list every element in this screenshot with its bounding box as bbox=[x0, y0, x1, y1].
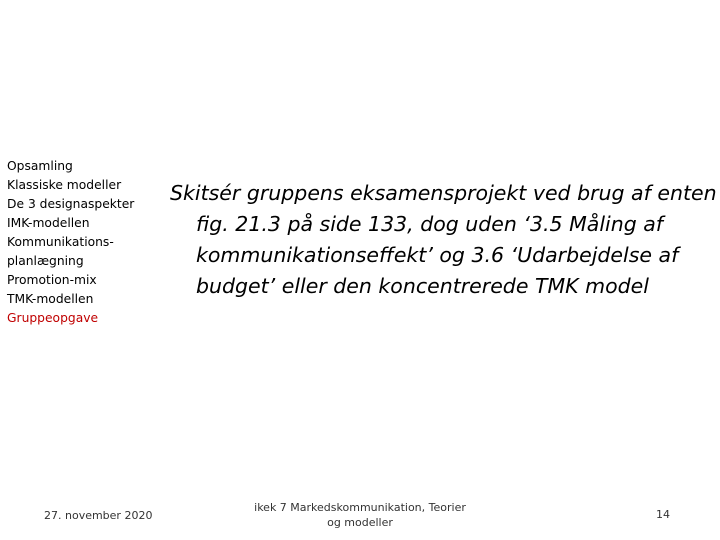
footer-title: ikek 7 Markedskommunikation, Teorier og modeller bbox=[254, 501, 466, 529]
topic-item-opsamling: Opsamling bbox=[7, 159, 73, 173]
topic-item-planlaegning: planlægning bbox=[7, 254, 84, 268]
slide-number: 14 bbox=[656, 508, 670, 521]
topic-item-klassiske-modeller: Klassiske modeller bbox=[7, 178, 122, 192]
topic-item-designaspekter: De 3 designaspekter bbox=[7, 197, 135, 211]
topic-item-promotion-mix: Promotion-mix bbox=[7, 273, 97, 287]
topic-item-imk-modellen: IMK-modellen bbox=[7, 216, 90, 230]
slide-body-text: Skitsér gruppens eksamensprojekt ved brug af enten fig. 21.3 på side 133, dog uden ‘3.5 Måling af kommunikationseffekt’ og 3.6 ‘Udarbejdelse af budget’ eller den koncentrerede TMK model bbox=[170, 181, 717, 298]
topic-item-kommunikations: Kommunikations- bbox=[7, 235, 114, 249]
slide-topic-list bbox=[7, 157, 157, 328]
footer-date: 27. november 2020 bbox=[44, 509, 153, 522]
topic-item-tmk-modellen: TMK-modellen bbox=[7, 292, 94, 306]
topic-item-gruppeopgave: Gruppeopgave bbox=[7, 311, 99, 325]
